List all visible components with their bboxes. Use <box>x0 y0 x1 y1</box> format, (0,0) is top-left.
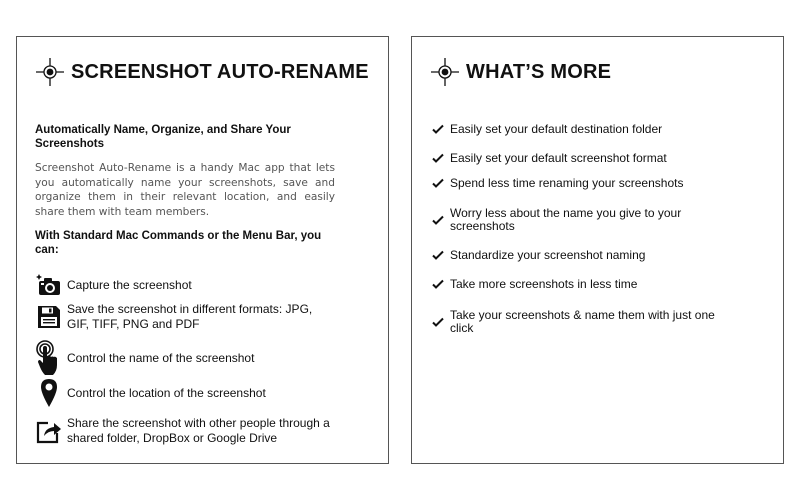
feature-item <box>35 269 337 301</box>
list-item-text: Easily set your default screenshot format <box>450 151 667 165</box>
checkmark-icon <box>432 152 444 164</box>
list-item-text: Standardize your screenshot naming <box>450 248 646 262</box>
feature-item <box>35 301 337 333</box>
panel-header <box>35 57 369 87</box>
list-item <box>432 207 732 232</box>
list-item-text: Take your screenshots & name them with just one click <box>450 308 715 335</box>
crosshair-icon <box>35 57 65 87</box>
list-item <box>432 278 732 291</box>
page-title: SCREENSHOT AUTO-RENAME <box>71 60 369 83</box>
feature-item <box>35 339 337 377</box>
crosshair-icon <box>430 57 460 87</box>
features-panel <box>16 36 389 464</box>
share-icon <box>35 415 63 447</box>
list-item <box>432 249 732 262</box>
list-item-text: Worry less about the name you give to your screenshots <box>450 206 682 233</box>
panel-header <box>430 57 611 87</box>
camera-icon <box>35 269 63 301</box>
intro-heading: Automatically Name, Organize, and Share Your Screenshots <box>35 124 291 150</box>
map-pin-icon <box>35 377 63 409</box>
checkmark-icon <box>432 249 444 261</box>
tap-finger-icon <box>35 339 63 377</box>
checkmark-icon <box>432 177 444 189</box>
list-item-text: Take more screenshots in less time <box>450 277 638 291</box>
checkmark-icon <box>432 123 444 135</box>
floppy-disk-icon <box>35 301 63 333</box>
feature-text: Share the screenshot with other people through a shared folder, DropBox or Google Drive <box>67 416 330 445</box>
list-item <box>432 177 732 190</box>
feature-text: Save the screenshot in different formats: JPG, GIF, TIFF, PNG and PDF <box>67 302 313 331</box>
section-title: WHAT’S MORE <box>466 60 612 83</box>
feature-text: Control the name of the screenshot <box>67 350 255 365</box>
feature-text: Control the location of the screenshot <box>67 385 266 400</box>
checkmark-icon <box>432 278 444 290</box>
list-item <box>432 123 732 136</box>
list-item <box>432 152 732 165</box>
list-item-text: Spend less time renaming your screenshots <box>450 176 684 190</box>
whats-more-panel <box>411 36 784 464</box>
list-item-text: Easily set your default destination folder <box>450 122 663 136</box>
list-item <box>432 309 732 334</box>
commands-heading: With Standard Mac Commands or the Menu Bar, you can: <box>35 230 322 256</box>
intro-description: Screenshot Auto-Rename is a handy Mac app that lets you automatically name your screenshots, save and organize them in their relevant location, and easily share them with team members. <box>35 162 335 218</box>
feature-item <box>35 415 337 447</box>
checkmark-icon <box>432 316 444 328</box>
feature-text: Capture the screenshot <box>67 277 192 292</box>
checkmark-icon <box>432 214 444 226</box>
feature-item <box>35 377 337 409</box>
